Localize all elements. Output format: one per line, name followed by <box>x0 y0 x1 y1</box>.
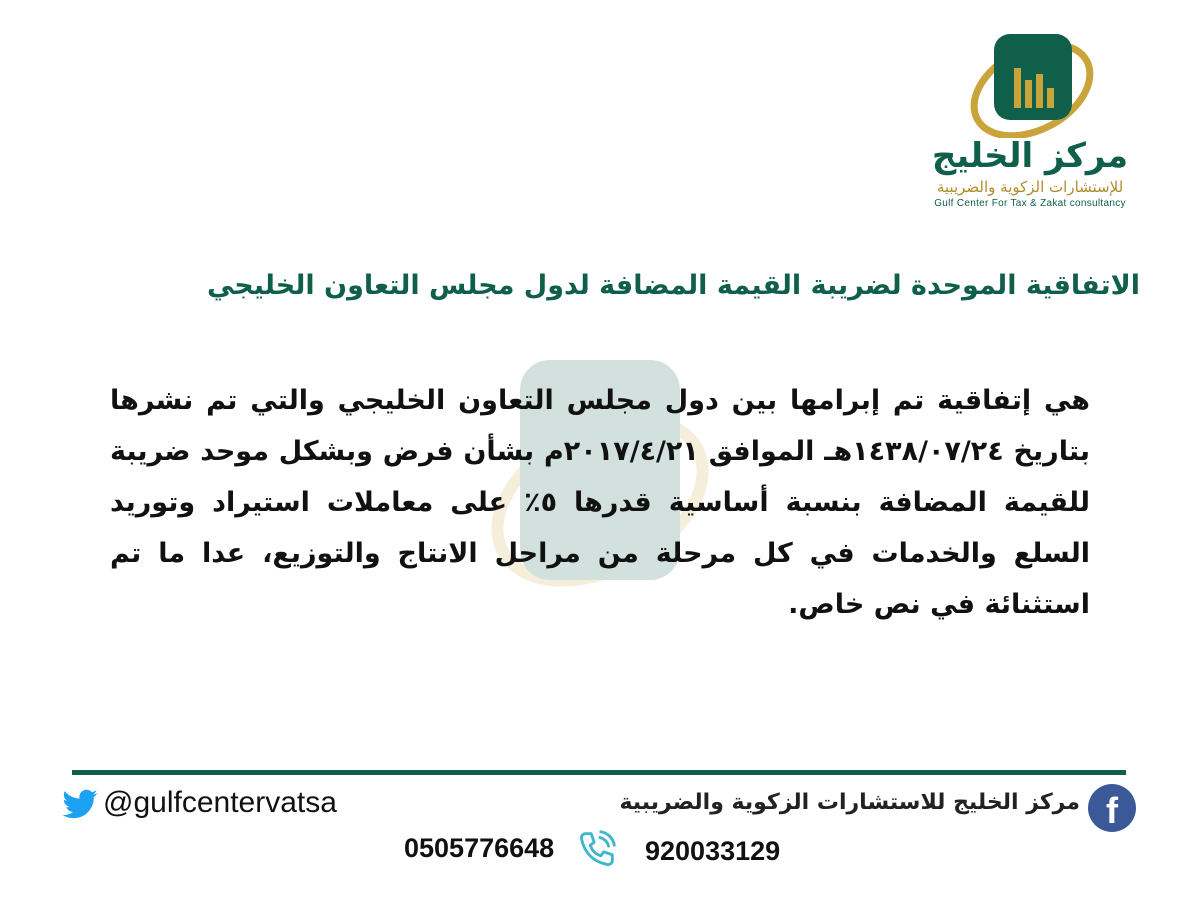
twitter-handle[interactable]: @gulfcentervatsa <box>103 786 337 819</box>
logo-english-name: Gulf Center For Tax & Zakat consultancy <box>934 198 1126 209</box>
logo-subtitle: للإستشارات الزكوية والضريبية <box>936 178 1124 196</box>
logo-emblem-icon <box>920 28 1140 138</box>
facebook-icon[interactable]: f <box>1088 784 1136 832</box>
twitter-icon[interactable] <box>58 786 102 824</box>
logo-title: مركز الخليج <box>931 136 1129 176</box>
brand-logo <box>920 28 1140 218</box>
page-title: الاتفاقية الموحدة لضريبة القيمة المضافة لدول مجلس التعاون الخليجي <box>206 270 1140 301</box>
phone-number-landline[interactable]: 920033129 <box>645 836 781 866</box>
agreement-description: هي إتفاقية تم إبرامها بين دول مجلس التعاون الخليجي والتي تم نشرها بتاريخ ١٤٣٨/٠٧/٢٤هـ الموافق ٢٠١٧/٤/٢١م بشأن فرض وبشكل موحد ضريبة للقيمة المضافة بنسبة أساسية قدرها ٥٪ على معاملات استيراد وتوريد السلع والخدمات في كل مرحلة من مراحل الانتاج والتوزيع، عدا ما تم استثنائة في نص خاص. <box>110 385 1090 620</box>
phone-number-mobile[interactable]: 0505776648 <box>404 833 555 863</box>
facebook-page-name: مركز الخليج للاستشارات الزكوية والضريبية <box>619 790 1080 815</box>
phone-icon <box>574 826 620 872</box>
footer-divider <box>72 770 1126 775</box>
